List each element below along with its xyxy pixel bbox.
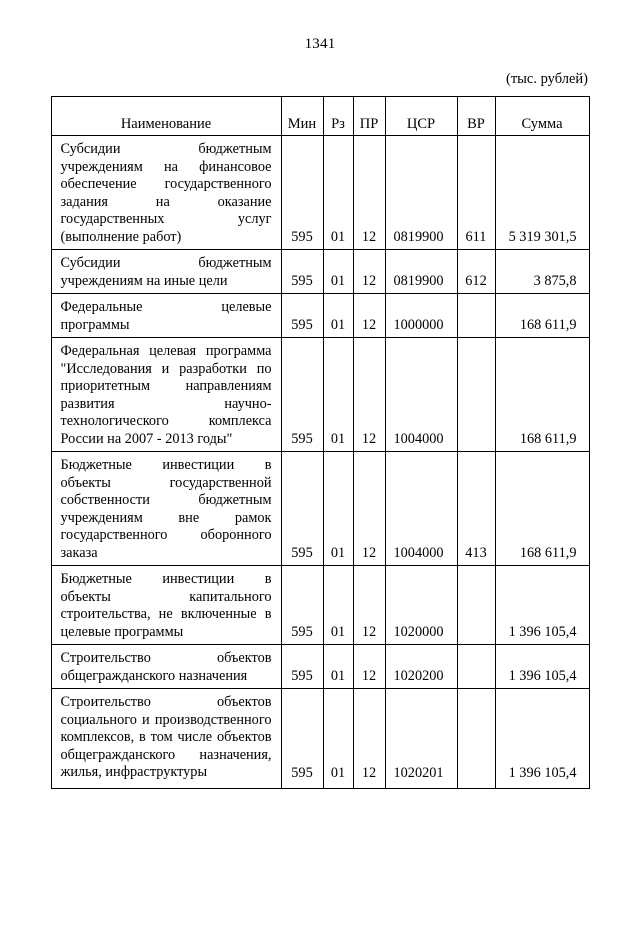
cell-pr: 12: [353, 338, 385, 452]
cell-sum: 1 396 105,4: [495, 566, 589, 645]
cell-vr: [457, 566, 495, 645]
cell-name: [51, 645, 281, 689]
cell-min: 595: [281, 250, 323, 294]
cell-name-lastline: целевые программы: [60, 623, 184, 640]
header-pr: ПР: [353, 97, 385, 136]
document-page: [0, 36, 640, 941]
cell-pr: 12: [353, 250, 385, 294]
cell-sum: 168 611,9: [495, 294, 589, 338]
table-row: [51, 566, 589, 645]
cell-pr: 12: [353, 294, 385, 338]
table-header: [51, 97, 589, 136]
cell-min: 595: [281, 566, 323, 645]
cell-name-lastline: (выполнение работ): [60, 228, 182, 245]
cell-name-lastline: общегражданского назначения: [60, 667, 248, 684]
cell-min: 595: [281, 689, 323, 789]
header-sum: Сумма: [495, 97, 589, 136]
cell-rz: 01: [323, 645, 353, 689]
cell-rz: 01: [323, 689, 353, 789]
cell-sum: 168 611,9: [495, 452, 589, 566]
table-row: [51, 338, 589, 452]
cell-min: 595: [281, 645, 323, 689]
cell-name-lastline: жилья, инфраструктуры: [60, 764, 208, 780]
cell-rz: 01: [323, 294, 353, 338]
cell-rz: 01: [323, 250, 353, 294]
table-row: [51, 689, 589, 789]
cell-vr: 611: [457, 136, 495, 250]
cell-name-text: Субсидии бюджетным: [60, 255, 272, 271]
table-row: [51, 250, 589, 294]
cell-sum: 1 396 105,4: [495, 645, 589, 689]
cell-name-lastline: учреждениям на иные цели: [60, 272, 228, 289]
cell-vr: [457, 338, 495, 452]
cell-name-text: Федеральные целевые: [60, 299, 272, 315]
cell-csr: 1020000: [385, 566, 457, 645]
cell-rz: 01: [323, 136, 353, 250]
cell-min: 595: [281, 452, 323, 566]
cell-vr: [457, 294, 495, 338]
cell-name-lastline: программы: [60, 316, 130, 333]
table-body: [51, 136, 589, 789]
header-rz: Рз: [323, 97, 353, 136]
cell-name-text: Федеральная целевая программа "Исследования и разработки по приоритетным направлениям развития научно-технологического комплекса: [60, 343, 272, 429]
cell-rz: 01: [323, 452, 353, 566]
table-header-row: [51, 97, 589, 136]
cell-csr: 1000000: [385, 294, 457, 338]
cell-name: [51, 452, 281, 566]
cell-name-text: Субсидии бюджетным учреждениям на финансовое обеспечение государственного задания на оказание государственных услуг: [60, 141, 272, 227]
table-row: [51, 452, 589, 566]
cell-csr: 1020200: [385, 645, 457, 689]
cell-rz: 01: [323, 566, 353, 645]
cell-name-lastline: заказа: [60, 544, 98, 561]
cell-name-text: Строительство объектов: [60, 650, 272, 666]
budget-table: [51, 96, 590, 789]
cell-sum: 5 319 301,5: [495, 136, 589, 250]
cell-name-text: Бюджетные инвестиции в объекты капитального строительства, не включенные в: [60, 571, 272, 622]
cell-vr: [457, 689, 495, 789]
cell-csr: 1004000: [385, 338, 457, 452]
cell-csr: 0819900: [385, 250, 457, 294]
table-row: [51, 294, 589, 338]
cell-name: [51, 250, 281, 294]
cell-csr: 0819900: [385, 136, 457, 250]
cell-csr: 1004000: [385, 452, 457, 566]
cell-name-text: Бюджетные инвестиции в объекты государственной собственности бюджетным учреждениям вне рамок государственного оборонного: [60, 457, 272, 543]
header-vr: ВР: [457, 97, 495, 136]
cell-csr: 1020201: [385, 689, 457, 789]
header-csr: ЦСР: [385, 97, 457, 136]
cell-rz: 01: [323, 338, 353, 452]
cell-vr: 413: [457, 452, 495, 566]
cell-min: 595: [281, 294, 323, 338]
cell-pr: 12: [353, 136, 385, 250]
cell-pr: 12: [353, 452, 385, 566]
cell-sum: 3 875,8: [495, 250, 589, 294]
cell-name-lastline: России на 2007 - 2013 годы": [60, 430, 233, 447]
cell-pr: 12: [353, 566, 385, 645]
cell-pr: 12: [353, 689, 385, 789]
cell-sum: 168 611,9: [495, 338, 589, 452]
cell-min: 595: [281, 136, 323, 250]
units-note: (тыс. рублей): [506, 71, 588, 87]
table-row: [51, 136, 589, 250]
cell-name: [51, 294, 281, 338]
cell-pr: 12: [353, 645, 385, 689]
header-name: Наименование: [51, 97, 281, 136]
header-min: Мин: [281, 97, 323, 136]
cell-vr: 612: [457, 250, 495, 294]
cell-name: [51, 566, 281, 645]
cell-vr: [457, 645, 495, 689]
table-row: [51, 645, 589, 689]
page-number: 1341: [304, 36, 336, 52]
cell-min: 595: [281, 338, 323, 452]
cell-name: [51, 338, 281, 452]
cell-name: [51, 136, 281, 250]
cell-sum: 1 396 105,4: [495, 689, 589, 789]
cell-name-text: Строительство объектов социального и производственного комплексов, в том числе объектов общегражданского назначения,: [60, 694, 272, 763]
cell-name: [51, 689, 281, 789]
